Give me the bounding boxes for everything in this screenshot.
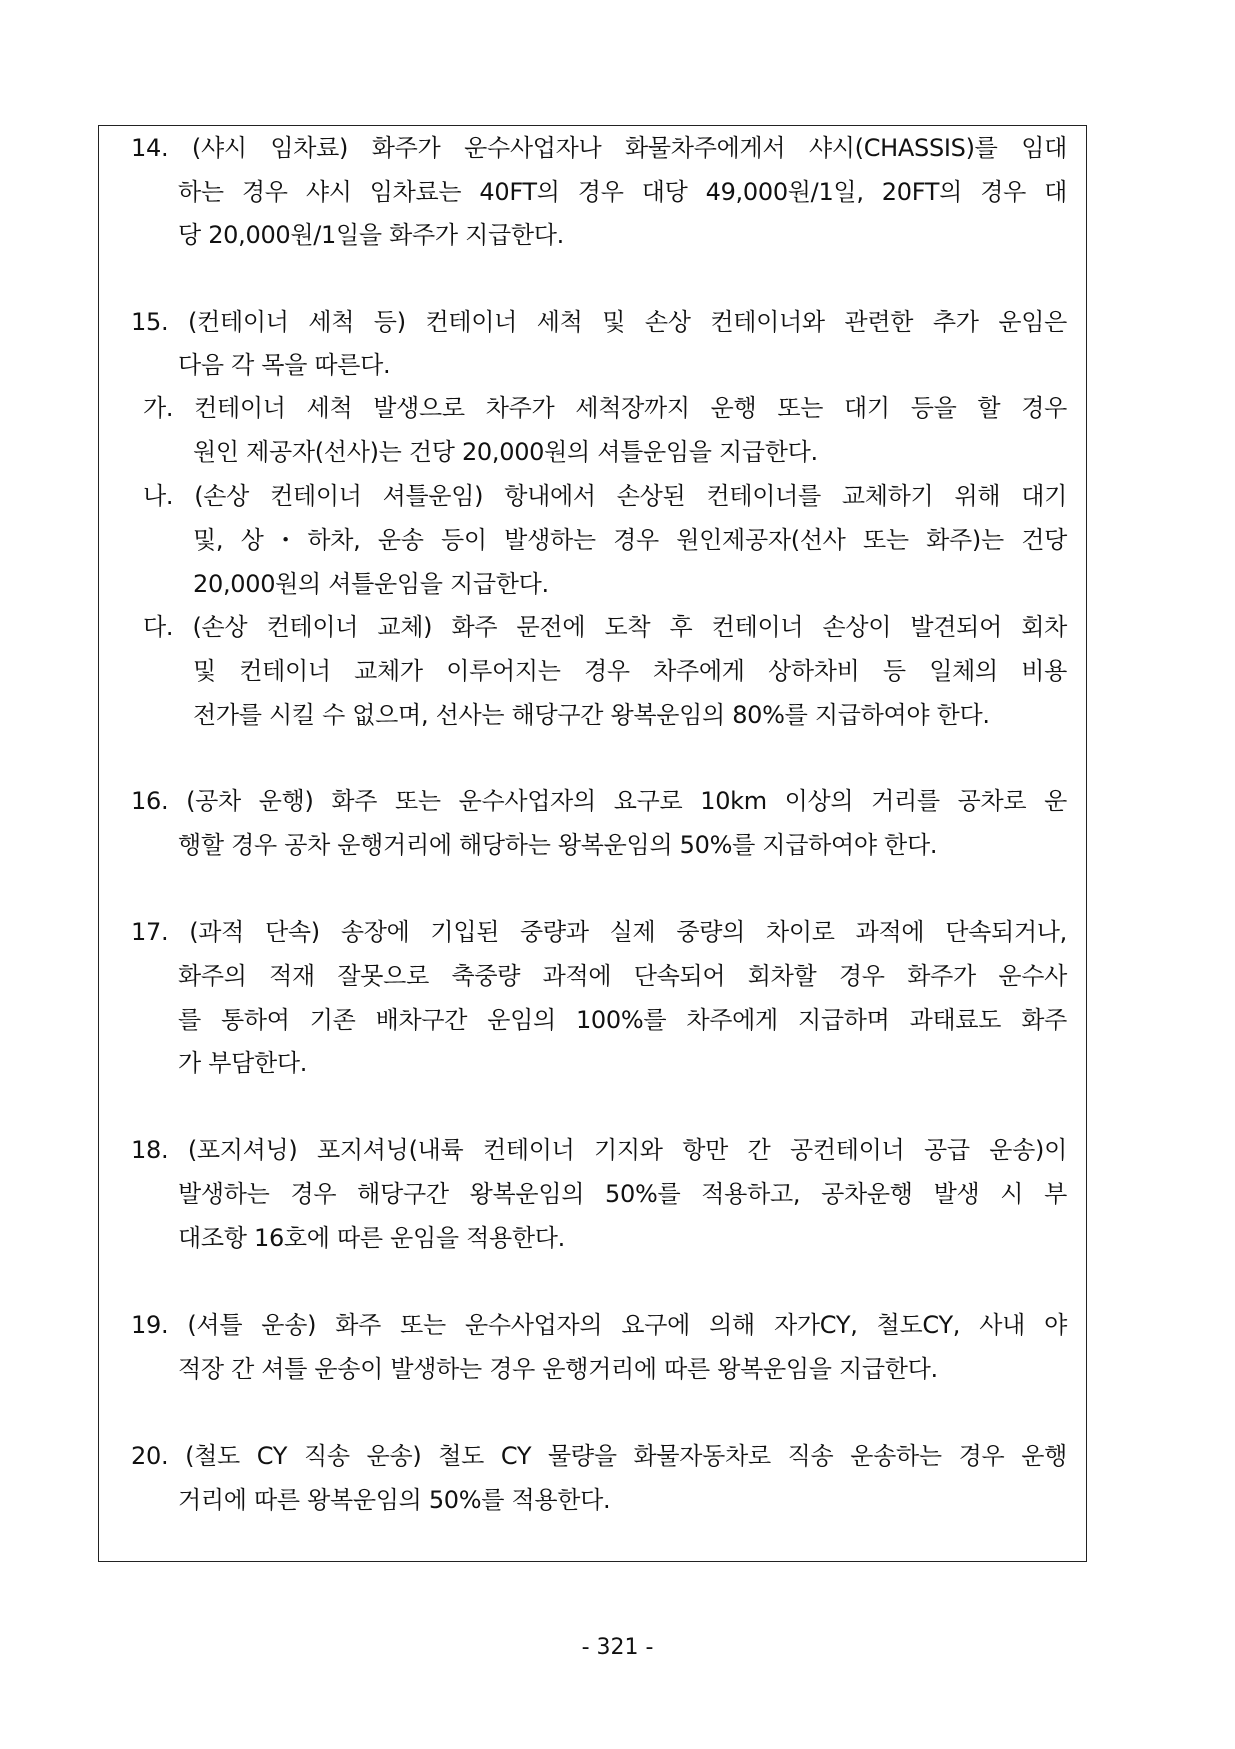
clause-17-line-1: 17. (과적 단속) 송장에 기입된 중량과 실제 중량의 차이로 과적에 단속되거나, <box>131 918 1067 946</box>
clause-15-ga-line-1: 가. 컨테이너 세척 발생으로 차주가 세척장까지 운행 또는 대기 등을 할 경우 <box>143 394 1067 422</box>
clause-15-ga-line-2: 원인 제공자(선사)는 건당 20,000원의 셔틀운임을 지급한다. <box>193 438 818 466</box>
clause-20-line-1: 20. (철도 CY 직송 운송) 철도 CY 물량을 화물자동차로 직송 운송하는 경우 운행 <box>131 1442 1067 1470</box>
clause-16-line-2: 행할 경우 공차 운행거리에 해당하는 왕복운임의 50%를 지급하여야 한다. <box>178 831 938 859</box>
clause-14-line-2: 하는 경우 샤시 임차료는 40FT의 경우 대당 49,000원/1일, 20FT의 경우 대 <box>178 178 1067 206</box>
clause-15-line-1: 15. (컨테이너 세척 등) 컨테이너 세척 및 손상 컨테이너와 관련한 추가 운임은 <box>131 308 1067 336</box>
clause-15-line-2: 다음 각 목을 따른다. <box>178 351 391 379</box>
page-number: - 321 - <box>581 1635 654 1660</box>
clause-18-line-3: 대조항 16호에 따른 운임을 적용한다. <box>178 1224 565 1252</box>
clause-15-da-line-2: 및 컨테이너 교체가 이루어지는 경우 차주에게 상하차비 등 일체의 비용 <box>193 657 1067 685</box>
clause-19-line-1: 19. (셔틀 운송) 화주 또는 운수사업자의 요구에 의해 자가CY, 철도CY, 사내 야 <box>131 1311 1067 1339</box>
clause-14-line-3: 당 20,000원/1일을 화주가 지급한다. <box>178 221 564 249</box>
clause-17-line-3: 를 통하여 기존 배차구간 운임의 100%를 차주에게 지급하며 과태료도 화주 <box>178 1006 1067 1034</box>
clause-15-da-line-3: 전가를 시킬 수 없으며, 선사는 해당구간 왕복운임의 80%를 지급하여야 한다. <box>193 701 990 729</box>
clause-18-line-1: 18. (포지셔닝) 포지셔닝(내륙 컨테이너 기지와 항만 간 공컨테이너 공급 운송)이 <box>131 1136 1067 1164</box>
clause-15-da-line-1: 다. (손상 컨테이너 교체) 화주 문전에 도착 후 컨테이너 손상이 발견되어 회차 <box>143 613 1067 641</box>
clause-19-line-2: 적장 간 셔틀 운송이 발생하는 경우 운행거리에 따른 왕복운임을 지급한다. <box>178 1355 938 1383</box>
clause-15-na-line-1: 나. (손상 컨테이너 셔틀운임) 항내에서 손상된 컨테이너를 교체하기 위해 대기 <box>143 482 1067 510</box>
clause-17-line-4: 가 부담한다. <box>178 1049 308 1077</box>
clause-15-na-line-2: 및, 상・하차, 운송 등이 발생하는 경우 원인제공자(선사 또는 화주)는 건당 <box>193 526 1067 554</box>
clause-14-line-1: 14. (샤시 임차료) 화주가 운수사업자나 화물차주에게서 샤시(CHASSIS)를 임대 <box>131 134 1067 162</box>
clause-18-line-2: 발생하는 경우 해당구간 왕복운임의 50%를 적용하고, 공차운행 발생 시 부 <box>178 1180 1067 1208</box>
clause-15-na-line-3: 20,000원의 셔틀운임을 지급한다. <box>193 570 549 598</box>
clause-20-line-2: 거리에 따른 왕복운임의 50%를 적용한다. <box>178 1486 611 1514</box>
clause-17-line-2: 화주의 적재 잘못으로 축중량 과적에 단속되어 회차할 경우 화주가 운수사 <box>178 962 1067 990</box>
clause-16-line-1: 16. (공차 운행) 화주 또는 운수사업자의 요구로 10km 이상의 거리를 공차로 운 <box>131 787 1067 815</box>
